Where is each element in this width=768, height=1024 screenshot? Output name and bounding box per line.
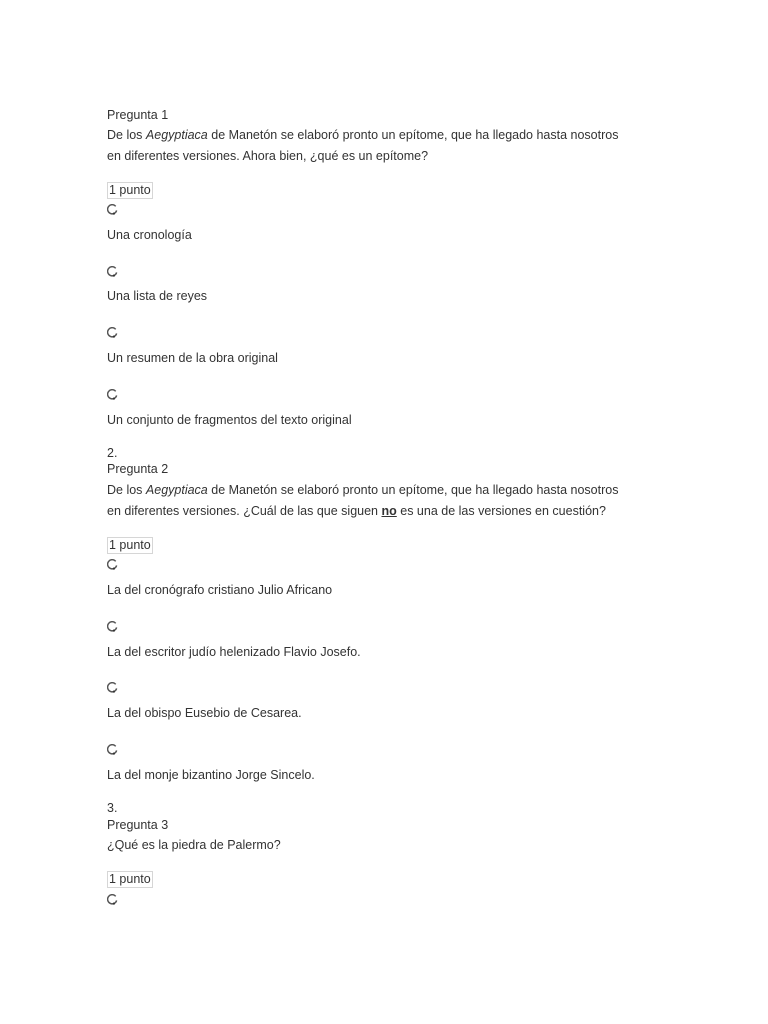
question-1-text-b: de Manetón se elaboró pronto un epítome, que ha llegado hasta nosotros bbox=[207, 128, 619, 142]
question-2-option-3-radio[interactable] bbox=[107, 682, 118, 693]
question-3-title: Pregunta 3 bbox=[107, 818, 169, 832]
question-1-option-2-radio[interactable] bbox=[107, 266, 118, 277]
question-1-option-2-label[interactable]: Una lista de reyes bbox=[107, 289, 208, 303]
radio-loading-icon bbox=[107, 894, 118, 905]
question-3-text: ¿Qué es la piedra de Palermo? bbox=[107, 838, 281, 852]
question-1-text-a: De los bbox=[107, 128, 146, 142]
question-1-points-badge bbox=[107, 182, 153, 199]
question-2-option-3-label[interactable]: La del obispo Eusebio de Cesarea. bbox=[107, 706, 302, 720]
question-2-points-badge bbox=[107, 537, 153, 554]
question-1-option-3-radio[interactable] bbox=[107, 327, 118, 338]
radio-loading-icon bbox=[107, 682, 118, 693]
question-3-points-badge bbox=[107, 871, 153, 888]
question-2-option-4-radio[interactable] bbox=[107, 744, 118, 755]
question-3-points: 1 punto bbox=[109, 872, 151, 886]
radio-loading-icon bbox=[107, 389, 118, 400]
radio-loading-icon bbox=[107, 266, 118, 277]
question-1-points: 1 punto bbox=[109, 183, 151, 197]
question-1-option-4-radio[interactable] bbox=[107, 389, 118, 400]
question-2-text-italic: Aegyptiaca bbox=[145, 483, 208, 497]
question-2-option-4-label[interactable]: La del monje bizantino Jorge Sincelo. bbox=[107, 768, 315, 782]
question-1-option-1-label[interactable]: Una cronología bbox=[107, 228, 192, 242]
question-2-title: Pregunta 2 bbox=[107, 462, 169, 476]
question-2-option-1-radio[interactable] bbox=[107, 559, 118, 570]
radio-loading-icon bbox=[107, 621, 118, 632]
question-3-option-1-radio[interactable] bbox=[107, 894, 118, 905]
question-2-text-emphasis: no bbox=[381, 504, 397, 518]
question-2-text-d: es una de las versiones en cuestión? bbox=[396, 504, 606, 518]
question-3-number: 3. bbox=[107, 801, 118, 815]
radio-loading-icon bbox=[107, 204, 118, 215]
question-2-text-line-2 bbox=[107, 501, 606, 522]
question-2-option-2-label[interactable]: La del escritor judío helenizado Flavio Josefo. bbox=[107, 645, 361, 659]
radio-loading-icon bbox=[107, 327, 118, 338]
question-1-text-italic: Aegyptiaca bbox=[145, 128, 208, 142]
question-2-points: 1 punto bbox=[109, 538, 151, 552]
radio-loading-icon bbox=[107, 744, 118, 755]
radio-loading-icon bbox=[107, 559, 118, 570]
question-2-option-2-radio[interactable] bbox=[107, 621, 118, 632]
question-1-text-line-1 bbox=[107, 125, 618, 146]
question-1-option-4-label[interactable]: Un conjunto de fragmentos del texto original bbox=[107, 413, 352, 427]
question-1-option-3-label[interactable]: Un resumen de la obra original bbox=[107, 351, 278, 365]
question-2-text-a: De los bbox=[107, 483, 146, 497]
question-2-text-c: en diferentes versiones. ¿Cuál de las que siguen bbox=[107, 504, 382, 518]
question-2-text-line-1 bbox=[107, 480, 618, 501]
question-2-number: 2. bbox=[107, 446, 118, 460]
question-1-title: Pregunta 1 bbox=[107, 108, 169, 122]
question-1-option-1-radio[interactable] bbox=[107, 204, 118, 215]
question-2-option-1-label[interactable]: La del cronógrafo cristiano Julio Africano bbox=[107, 583, 333, 597]
question-1-text-line-2: en diferentes versiones. Ahora bien, ¿qué es un epítome? bbox=[107, 149, 429, 163]
question-2-text-b: de Manetón se elaboró pronto un epítome, que ha llegado hasta nosotros bbox=[207, 483, 619, 497]
